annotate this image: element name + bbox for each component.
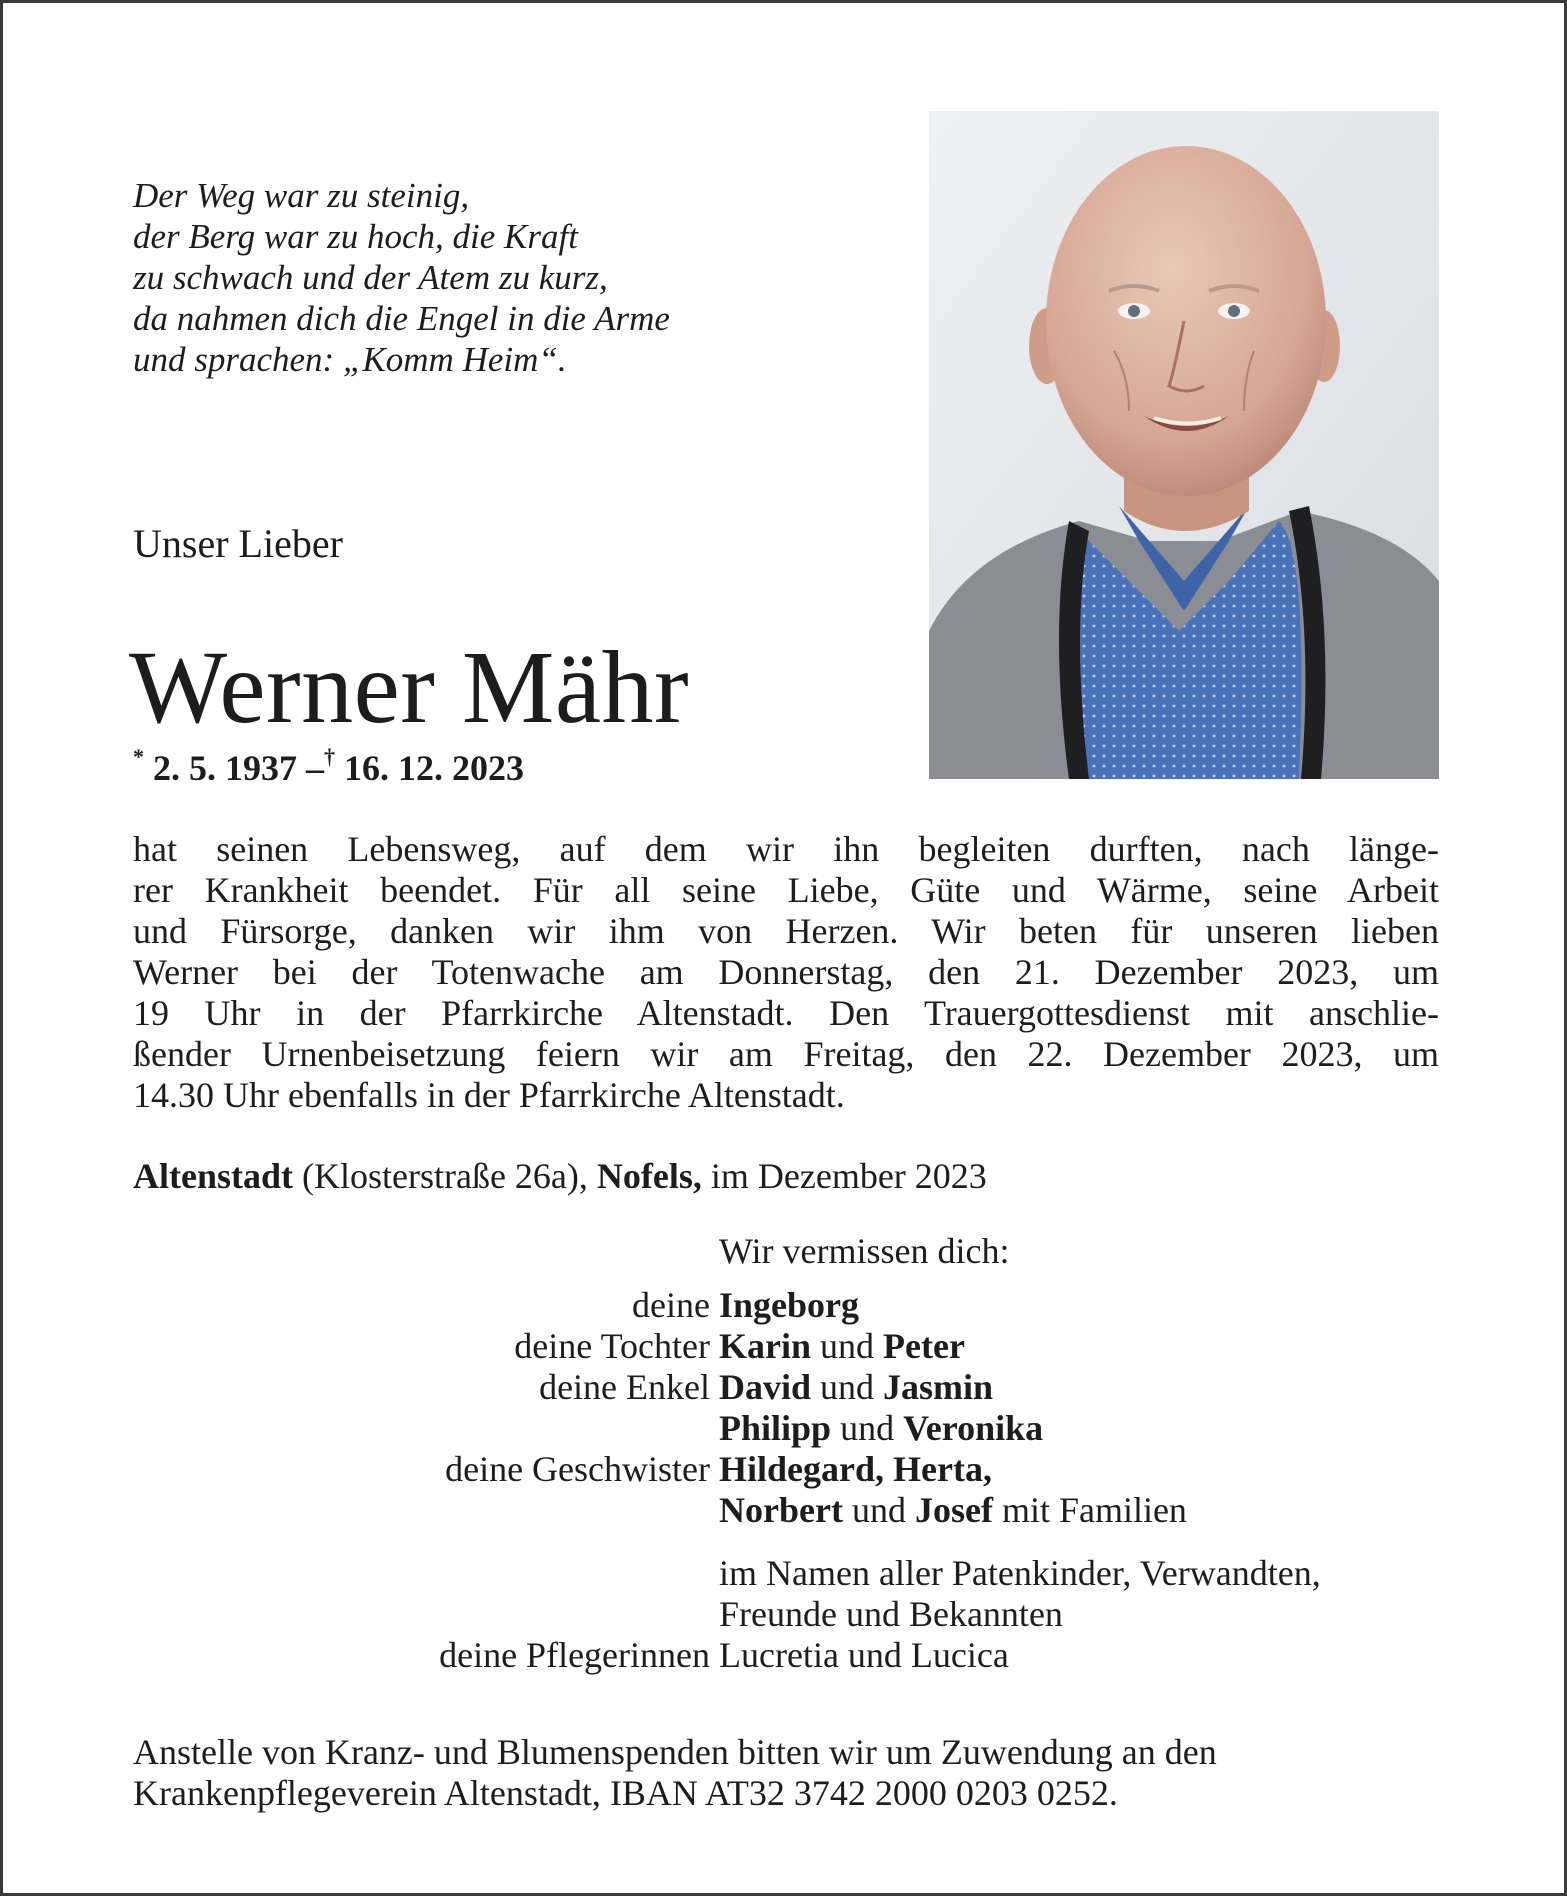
- mourner-names: [719, 1367, 993, 1408]
- mourner-name: Veronika: [903, 1408, 1044, 1448]
- mourner-names: [719, 1449, 992, 1490]
- portrait-photo: [929, 111, 1439, 779]
- mourner-name: Karin: [719, 1326, 812, 1366]
- mourner-row: [3, 1408, 1503, 1449]
- birth-symbol: *: [133, 744, 144, 769]
- poem-line: zu schwach und der Atem zu kurz,: [133, 258, 608, 297]
- announcement-line: 19 Uhr in der Pfarrkirche Altenstadt. Den Trauergottesdienst mit anschlie-: [133, 993, 1439, 1033]
- announcement-line: Werner bei der Totenwache am Donnerstag, den 21. Dezember 2023, um: [133, 952, 1439, 992]
- mourner-names: [719, 1490, 1187, 1531]
- announcement-line: ßender Urnenbeisetzung feiern wir am Freitag, den 22. Dezember 2023, um: [133, 1034, 1439, 1074]
- mourner-name: Josef: [914, 1490, 993, 1530]
- place-town: Altenstadt: [133, 1156, 293, 1196]
- mourners-list: [3, 1285, 1503, 1676]
- mourners-heading: Wir vermissen dich:: [719, 1231, 1010, 1271]
- death-symbol: †: [324, 744, 335, 769]
- mourner-relation: deine Pflegerinnen: [439, 1635, 710, 1675]
- intro-text: Unser Lieber: [133, 521, 343, 566]
- mourner-name: Philipp: [719, 1408, 832, 1448]
- announcement-line: hat seinen Lebensweg, auf dem wir ihn begleiten durften, nach länge-: [133, 829, 1439, 869]
- mourner-conj: und: [840, 1408, 895, 1448]
- caregiver-names: Lucretia und Lucica: [719, 1635, 1009, 1675]
- mourner-names: [719, 1285, 859, 1326]
- poem: [133, 175, 893, 380]
- mourner-extra: im Namen aller Patenkinder, Verwandten,: [719, 1553, 1321, 1593]
- mourner-relation: deine Tochter: [514, 1326, 710, 1366]
- poem-line: der Berg war zu hoch, die Kraft: [133, 217, 578, 256]
- poem-line: Der Weg war zu steinig,: [133, 176, 470, 215]
- mourner-relation: deine: [632, 1285, 710, 1325]
- mourner-conj: und: [820, 1326, 875, 1366]
- mourner-row: [3, 1553, 1503, 1594]
- announcement-line: rer Krankheit beendet. Für all seine Liebe, Güte und Wärme, seine Arbeit: [133, 870, 1439, 910]
- death-date: 16. 12. 2023: [344, 748, 524, 788]
- mourner-row: [3, 1367, 1503, 1408]
- portrait-illustration: [929, 111, 1439, 779]
- deceased-name: Werner Mähr: [129, 630, 690, 745]
- poem-line: da nahmen dich die Engel in die Arme: [133, 299, 670, 338]
- place-address: (Klosterstraße 26a),: [302, 1156, 588, 1196]
- mourner-relation: deine Enkel: [539, 1367, 710, 1407]
- mourner-name: Jasmin: [883, 1367, 994, 1407]
- mourner-row: [3, 1635, 1503, 1676]
- mourner-conj: und: [851, 1490, 906, 1530]
- mourner-name: Peter: [883, 1326, 965, 1366]
- place-line: [133, 1154, 987, 1198]
- spacer: [3, 1531, 1503, 1553]
- mourner-name: Norbert: [719, 1490, 843, 1530]
- birth-date: 2. 5. 1937: [153, 748, 297, 788]
- life-dates: [133, 745, 524, 791]
- mourner-row: [3, 1285, 1503, 1326]
- place-town2: Nofels,: [596, 1156, 702, 1196]
- mourner-suffix: mit Familien: [1001, 1490, 1187, 1530]
- place-date: im Dezember 2023: [710, 1156, 987, 1196]
- donation-line: Anstelle von Kranz- und Blumenspenden bitten wir um Zuwendung an den: [133, 1732, 1217, 1772]
- mourner-names: [719, 1408, 1043, 1449]
- announcement-line: und Fürsorge, danken wir ihm von Herzen. Wir beten für unseren lieben: [133, 911, 1439, 951]
- mourner-relation: deine Geschwister: [445, 1449, 710, 1489]
- mourner-extra: Freunde und Bekannten: [719, 1594, 1063, 1634]
- mourner-name: Ingeborg: [719, 1285, 860, 1325]
- mourner-names: [719, 1326, 965, 1367]
- announcement-line: 14.30 Uhr ebenfalls in der Pfarrkirche Altenstadt.: [133, 1075, 845, 1115]
- mourner-row: [3, 1490, 1503, 1531]
- mourner-name: David: [719, 1367, 812, 1407]
- donation-line: Krankenpflegeverein Altenstadt, IBAN AT32 3742 2000 0203 0252.: [133, 1773, 1118, 1813]
- donation-note: [133, 1732, 1439, 1814]
- announcement-text: [133, 829, 1439, 1116]
- mourner-row: [3, 1326, 1503, 1367]
- date-separator: –: [306, 748, 324, 788]
- mourner-row: [3, 1449, 1503, 1490]
- mourner-name: Hildegard, Herta,: [719, 1449, 992, 1489]
- poem-line: und sprachen: „Komm Heim“.: [133, 340, 567, 379]
- mourner-conj: und: [820, 1367, 875, 1407]
- mourner-row: [3, 1594, 1503, 1635]
